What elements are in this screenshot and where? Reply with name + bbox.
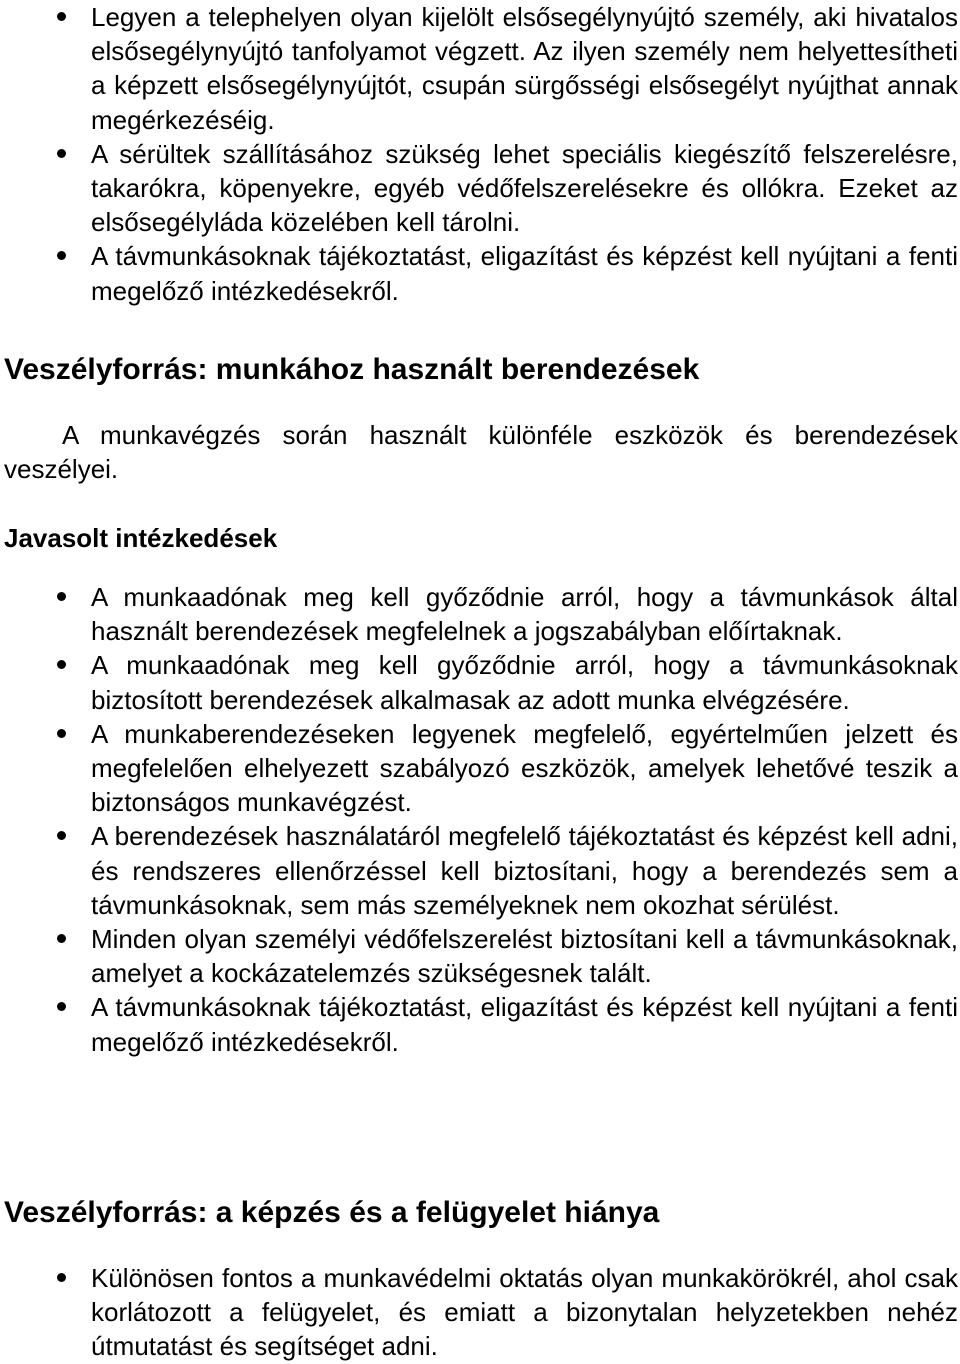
section-heading-equipment: Veszélyforrás: munkához használt berendezések	[4, 353, 700, 386]
list-item	[0, 990, 958, 1058]
list-item-text: Legyen a telephelyen olyan kijelölt elsősegélynyújtó személy, aki hivatalos elsősegélynyújtó tanfolyamot végzett. Az ilyen személy nem helyettesítheti a képzett elsősegélynyújtót, csupán sürgősségi elsősegélyt nyújthat annak megérkezéséig.	[91, 2, 958, 135]
list-item-text: A munkaadónak meg kell győződnie arról, hogy a távmunkásoknak biztosított berendezések alkalmasak az adott munka elvégzésére.	[91, 650, 958, 715]
bullet-icon	[57, 12, 66, 21]
list-item-text: A munkaadónak meg kell győződnie arról, hogy a távmunkások által használt berendezések megfelelnek a jogszabályban előírtaknak.	[91, 582, 958, 647]
bullet-icon	[57, 660, 66, 669]
list-item-text: A távmunkásoknak tájékoztatást, eligazítást és képzést kell nyújtani a fenti megelőző intézkedésekről.	[91, 992, 958, 1057]
bullet-icon	[57, 592, 66, 601]
list-item	[0, 0, 958, 137]
list-item-text: A távmunkásoknak tájékoztatást, eligazítást és képzést kell nyújtani a fenti megelőző intézkedésekről.	[91, 241, 958, 306]
list-item	[0, 137, 958, 240]
bullet-icon	[57, 729, 66, 738]
bullet-icon	[57, 831, 66, 840]
list-item-text: A sérültek szállításához szükség lehet speciális kiegészítő felszerelésre, takarókra, köpenyekre, egyéb védőfelszerelésekre és ollókra. Ezeket az elsősegélyláda közelében kell tárolni.	[91, 138, 958, 238]
list-item	[0, 648, 958, 716]
training-list	[0, 1261, 958, 1364]
list-item-text: A munkaberendezéseken legyenek megfelelő, egyértelműen jelzett és megfelelően elhelyezett szabályozó eszközök, amelyek lehetővé teszik a biztonságos munkavégzést.	[91, 718, 958, 818]
list-item	[0, 717, 958, 820]
list-item-text: A berendezések használatáról megfelelő tájékoztatást és képzést kell adni, és rendszeres ellenőrzéssel kell biztosítani, hogy a berendezés sem a távmunkásoknak, sem más személyeknek nem okozhat sérülést.	[91, 821, 958, 920]
section-heading-training: Veszélyforrás: a képzés és a felügyelet hiánya	[4, 1196, 660, 1229]
bullet-icon	[57, 934, 66, 943]
recommended-measures-heading: Javasolt intézkedések	[4, 523, 278, 553]
bullet-icon	[57, 1002, 66, 1011]
list-item	[0, 922, 958, 990]
first-aid-measures-list	[0, 0, 958, 308]
list-item	[0, 239, 958, 307]
list-item	[0, 1261, 958, 1364]
bullet-icon	[57, 149, 66, 158]
list-item	[0, 819, 958, 922]
bullet-icon	[57, 251, 66, 260]
recommended-measures-list	[0, 580, 958, 1059]
equipment-hazard-paragraph: A munkavégzés során használt különféle eszközök és berendezések veszélyei.	[4, 420, 958, 485]
list-item-text: Minden olyan személyi védőfelszerelést biztosítani kell a távmunkásoknak, amelyet a kockázatelemzés szükségesnek talált.	[91, 924, 958, 989]
bullet-icon	[57, 1273, 66, 1282]
list-item-text: Különösen fontos a munkavédelmi oktatás olyan munkakörökrél, ahol csak korlátozott a felügyelet, és emiatt a bizonytalan helyzetekben nehéz útmutatást és segítséget adni.	[91, 1263, 958, 1362]
list-item	[0, 580, 958, 648]
